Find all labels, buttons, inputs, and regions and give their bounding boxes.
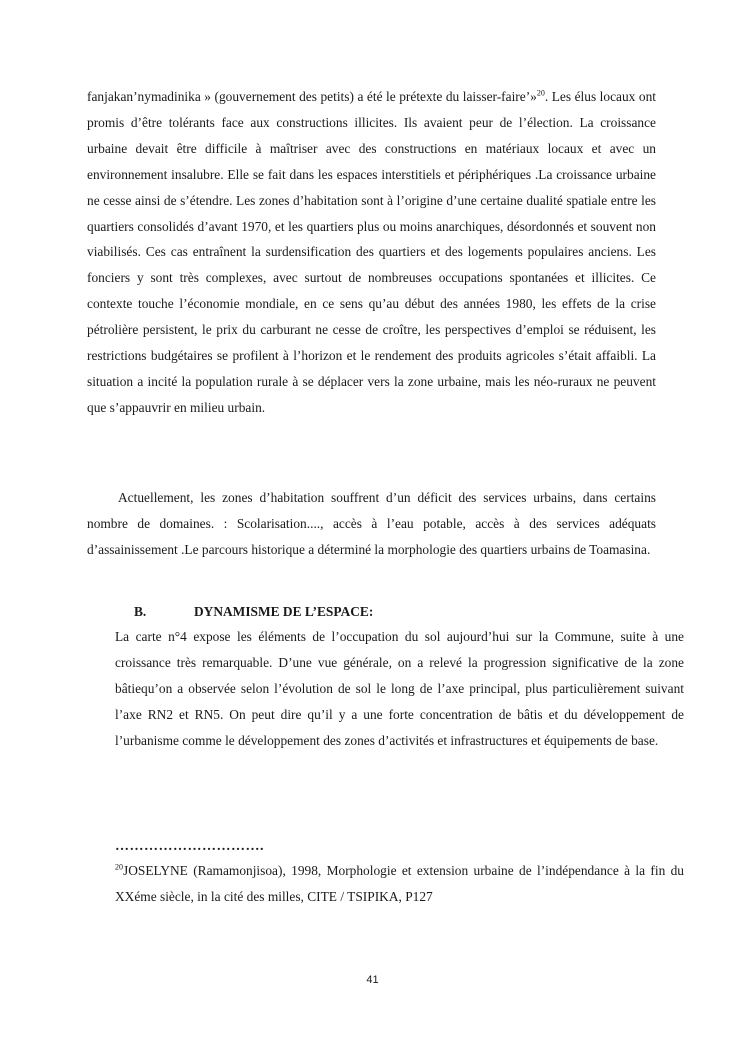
body-paragraph-2: Actuellement, les zones d’habitation souffrent d’un déficit des services urbains, dans certains nombre de domaines. : Scolarisation...., accès à l’eau potable, accès à des services adéquats d’assainissement .Le parcours historique a déterminé la morphologie des quartiers urbains de Toamasina. bbox=[87, 490, 656, 557]
paragraph-1-text-start: fanjakan’nymadinika » (gouvernement des petits) a été le prétexte du laisser-faire’» bbox=[87, 89, 537, 104]
footnote-number: 20 bbox=[115, 862, 123, 872]
footnote-text: JOSELYNE (Ramamonjisoa), 1998, Morphologie et extension urbaine de l’indépendance à la fin du XXéme siècle, in la cité des milles, CITE / TSIPIKA, P127 bbox=[115, 863, 684, 904]
footnote-reference-20: 20 bbox=[536, 88, 545, 98]
footnote-separator: …………………………. bbox=[115, 839, 264, 854]
section-heading bbox=[134, 601, 373, 623]
section-letter: B. bbox=[134, 604, 147, 619]
body-paragraph-1 bbox=[87, 84, 656, 421]
section-paragraph: La carte n°4 expose les éléments de l’occupation du sol aujourd’hui sur la Commune, suite à une croissance très remarquable. D’une vue générale, on a relevé la progression significative de la zone bâtiequ’on a observée selon l’évolution de sol le long de l’axe principal, plus particulièrement suivant l’axe RN2 et RN5. On peut dire qu’il y a une forte concentration de bâtis et du développement de l’urbanisme comme le développement des zones d’activités et infrastructures et équipements de base. bbox=[115, 629, 684, 748]
footnote bbox=[115, 858, 684, 910]
page-number: 41 bbox=[366, 974, 379, 986]
section-title: DYNAMISME DE L’ESPACE: bbox=[194, 604, 374, 619]
paragraph-1-text-end: . Les élus locaux ont promis d’être tolérants face aux constructions illicites. Ils avaient peur de l’élection. La croissance urbaine devait être difficile à maîtriser avec des constructions en matériaux locaux et avec un environnement insalubre. Elle se fait dans les espaces interstitiels et périphériques .La croissance urbaine ne cesse ainsi de s’étendre. Les zones d’habitation sont à l’origine d’une certaine dualité spatiale entre les quartiers consolidés d’avant 1970, et les quartiers plus ou moins anarchiques, désordonnés et souvent non viabilisés. Ces cas entraînent la surdensification des quartiers et des logements populaires anciens. Les fonciers y sont très complexes, avec surtout de nombreuses occupations spontanées et illicites. Ce contexte touche l’économie mondiale, en ce sens qu’au début des années 1980, les effets de la crise pétrolière persistent, le prix du carburant ne cesse de croître, les perspectives d’emploi se réduisent, les restrictions budgétaires se profilent à l’horizon et le rendement des produits agricoles s’était affaibli. La situation a incité la population rurale à se déplacer vers la zone urbaine, mais les néo-ruraux ne peuvent que s’appauvrir en milieu urbain. bbox=[87, 89, 656, 415]
